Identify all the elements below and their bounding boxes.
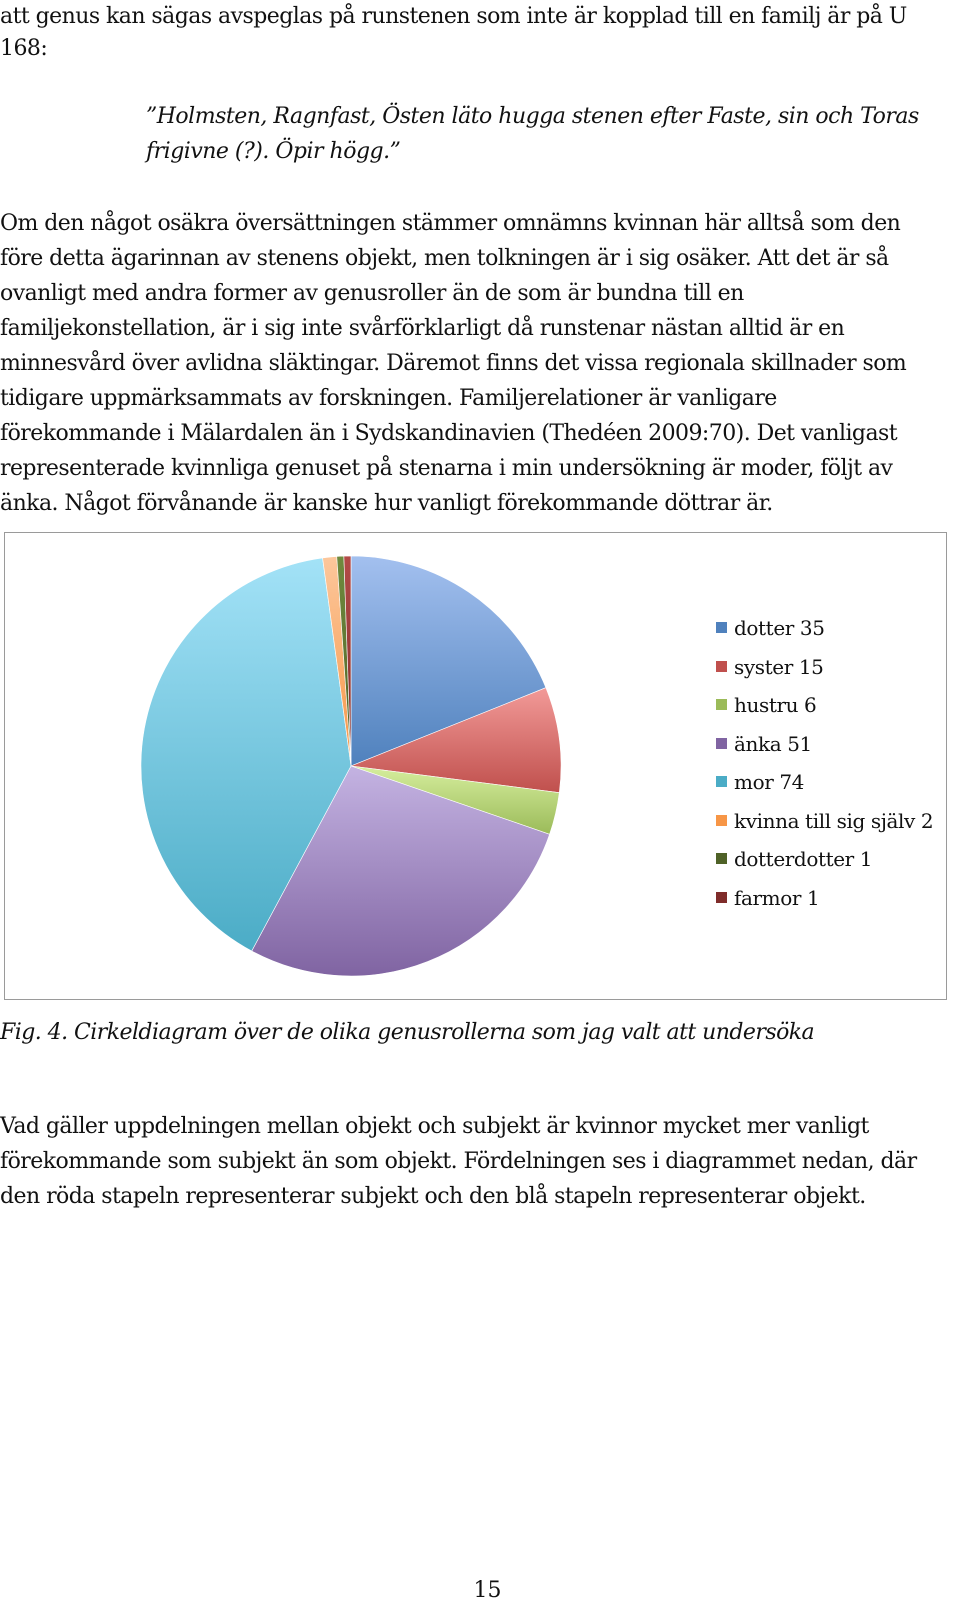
paragraph-line: familjekonstellation, är i sig inte svårförklarligt då runstenar nästan alltid är en: [0, 316, 845, 341]
quote-line: frigivne (?). Öpir högg.”: [146, 139, 401, 164]
paragraph-line: representerade kvinnliga genuset på stenarna i min undersökning är moder, följt av: [0, 456, 893, 481]
legend-label: kvinna till sig själv 2: [734, 808, 934, 833]
legend-label: farmor 1: [734, 885, 820, 910]
legend-swatch: [716, 661, 727, 672]
quote-line: ”Holmsten, Ragnfast, Östen läto hugga stenen efter Faste, sin och Toras: [146, 104, 919, 129]
paragraph-line: Vad gäller uppdelningen mellan objekt och subjekt är kvinnor mycket mer vanligt: [0, 1114, 869, 1139]
paragraph-line: änka. Något förvånande är kanske hur vanligt förekommande döttrar är.: [0, 491, 773, 516]
paragraph-line: den röda stapeln representerar subjekt och den blå stapeln representerar objekt.: [0, 1184, 866, 1209]
paragraph-line: tidigare uppmärksammats av forskningen. Familjerelationer är vanligare: [0, 386, 777, 411]
paragraph-line: Om den något osäkra översättningen stämmer omnämns kvinnan här alltså som den: [0, 211, 901, 236]
legend-swatch: [716, 622, 727, 633]
paragraph-line: före detta ägarinnan av stenens objekt, men tolkningen är i sig osäker. Att det är så: [0, 246, 889, 271]
legend-swatch: [716, 699, 727, 710]
legend-label: mor 74: [734, 770, 804, 794]
paragraph-line: att genus kan sägas avspeglas på runstenen som inte är kopplad till en familj är på U: [0, 4, 907, 29]
paragraph-line: förekommande i Mälardalen än i Sydskandinavien (Thedéen 2009:70). Det vanligast: [0, 421, 898, 446]
paragraph-line: ovanligt med andra former av genusroller än de som är bundna till en: [0, 281, 744, 306]
paragraph-line: minnesvård över avlidna släktingar. Däremot finns det vissa regionala skillnader som: [0, 351, 907, 376]
figure-caption: Fig. 4. Cirkeldiagram över de olika genusrollerna som jag valt att undersöka: [0, 1020, 815, 1045]
legend-swatch: [716, 738, 727, 749]
legend-label: dotterdotter 1: [734, 847, 873, 871]
legend-swatch: [716, 853, 727, 864]
legend-swatch: [716, 776, 727, 787]
legend-label: syster 15: [734, 654, 824, 679]
legend-swatch: [716, 815, 727, 826]
paragraph-line: förekommande som subjekt än som objekt. Fördelningen ses i diagrammet nedan, där: [0, 1149, 917, 1174]
paragraph-line: 168:: [0, 36, 48, 61]
legend-label: dotter 35: [734, 616, 825, 640]
page-number: 15: [473, 1578, 502, 1603]
legend-label: änka 51: [734, 731, 812, 756]
legend-label: hustru 6: [734, 693, 817, 717]
legend-swatch: [716, 892, 727, 903]
